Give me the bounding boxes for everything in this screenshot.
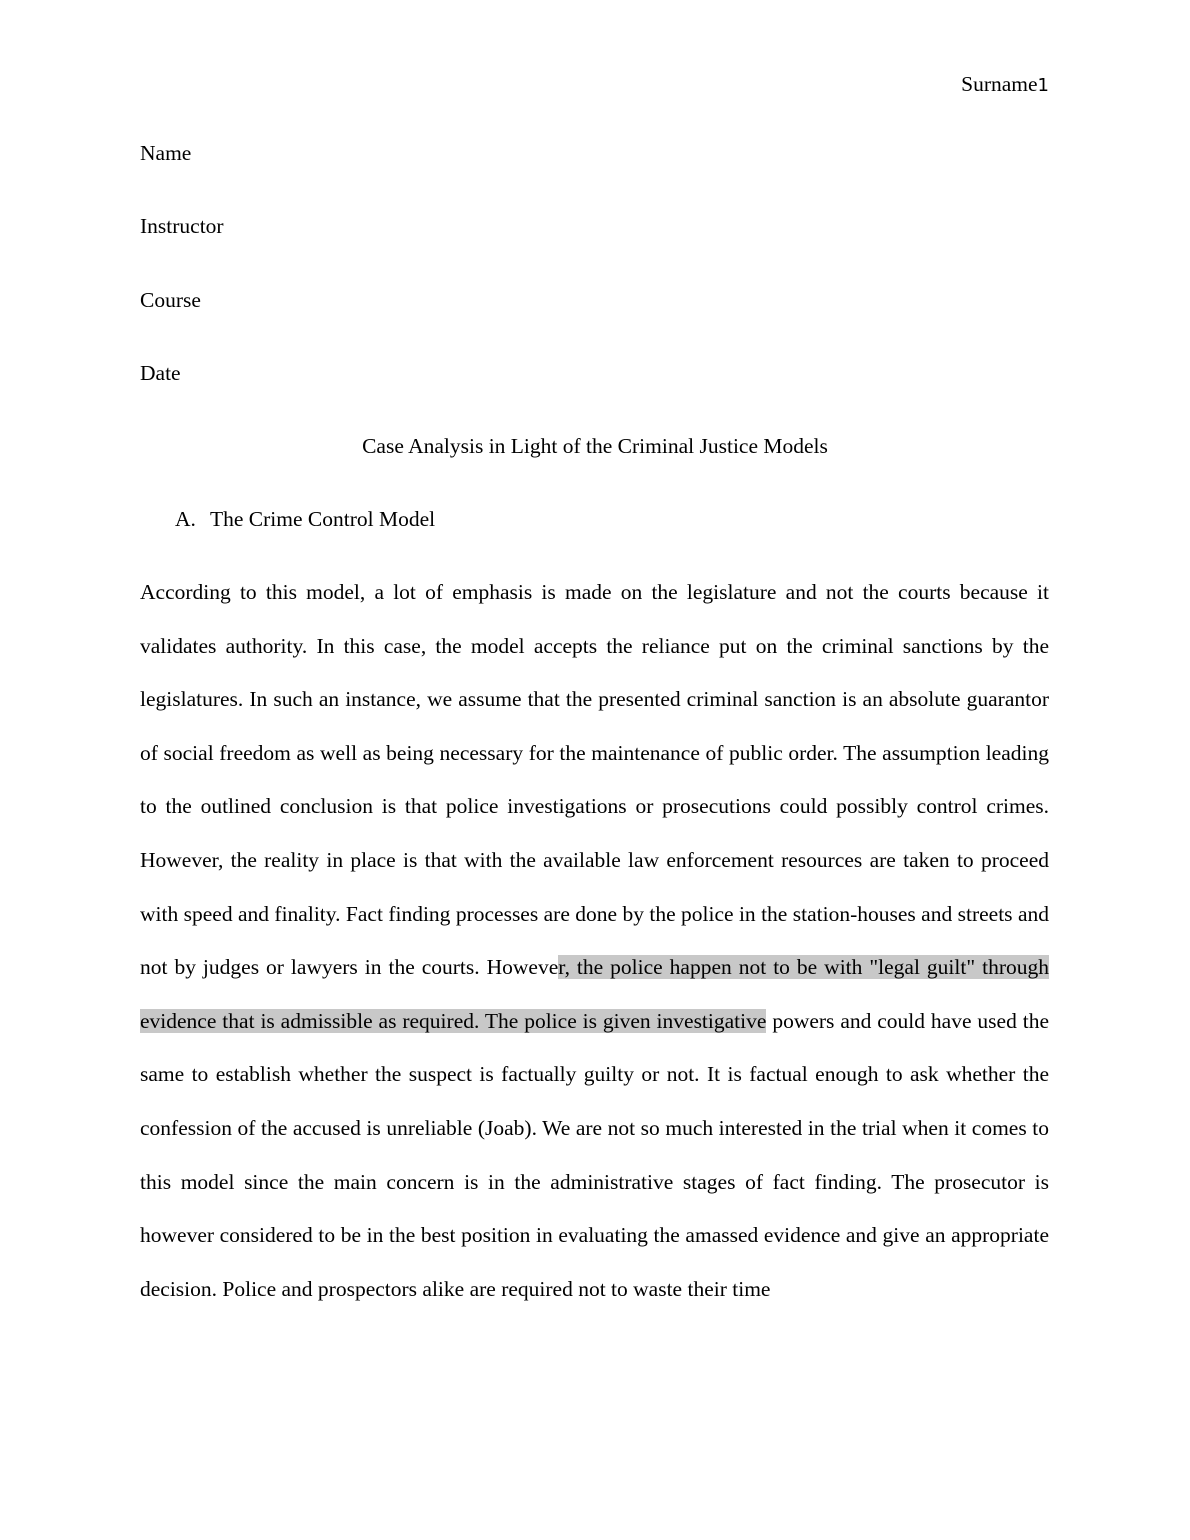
course-name: Course [140, 288, 201, 312]
page-number: 1 [1037, 75, 1049, 96]
student-name: Name [140, 141, 192, 165]
paragraph-text-start: According to this model, a lot of emphasis is made on the legislature and not the courts because it validates authority. In this case, the model accepts the reliance put on the criminal sanctions by the legislatures. In such an instance, we assume that the presented criminal sanction is an absolute guarantor of social freedom as well as being necessary for the maintenance of public order. The assumption leading to the outlined conclusion is that police investigations or prosecutions could possibly control crimes. However, the reality in place is that with the available law enforcement resources are taken to proceed with speed and finality. Fact finding processes are done by the police in the station-houses and streets and not by judges or lawyers in the courts. Howeve [140, 580, 1049, 980]
section-marker: A. [175, 507, 196, 531]
paragraph-text-end: powers and could have used the same to establish whether the suspect is factually guilty or not. It is factual enough to ask whether the confession of the accused is unreliable (Joab). We are not so much interested in the trial when it comes to this model since the main concern is in the administrative stages of fact finding. The prosecutor is however considered to be in the best position in evaluating the amassed evidence and give an appropriate decision. Police and prospectors alike are required not to waste their time [140, 1008, 1050, 1301]
section-heading-text: The Crime Control Model [210, 507, 436, 531]
page-header [961, 70, 1049, 100]
highlighted-text: r, the police happen not to be with "legal guilt" through evidence that is admissible as required. The police is given investigative [140, 955, 1049, 1033]
body-paragraph [140, 566, 1049, 1316]
header-surname: Surname [961, 72, 1038, 96]
instructor-name: Instructor [140, 214, 224, 238]
section-heading [175, 505, 435, 533]
date-line: Date [140, 361, 181, 385]
document-title: Case Analysis in Light of the Criminal Justice Models [362, 434, 828, 458]
